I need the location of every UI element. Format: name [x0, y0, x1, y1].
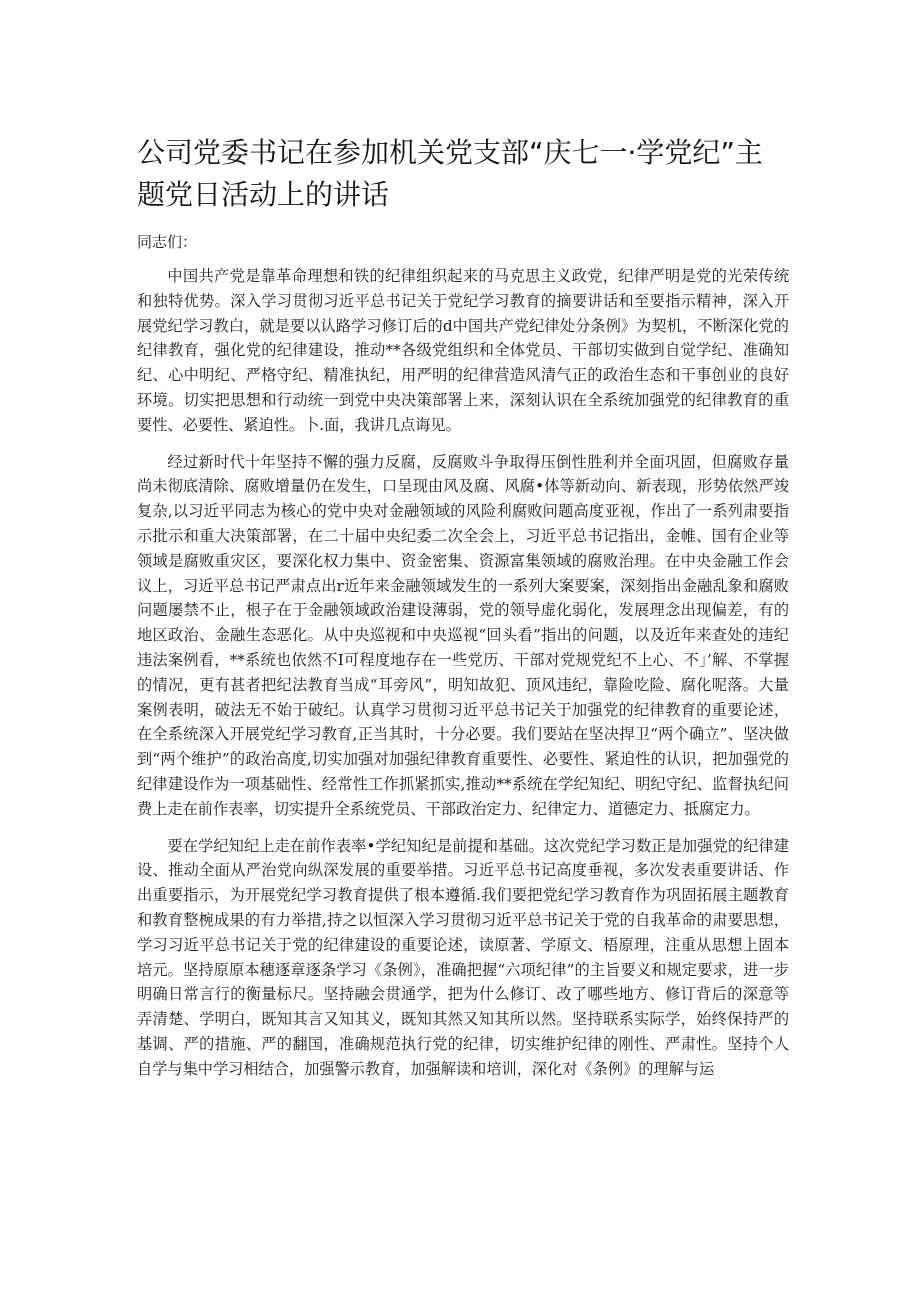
greeting: 同志们：	[137, 233, 198, 251]
paragraph-2: 经过新时代十年坚持不懈的强力反腐，反腐败斗争取得压倒性胜利并全面巩固，但腐败存量尚未彻底清除、腐败增量仍在发生，口呈现由风及腐、风腐•体等新动向、新表现，形势依然严竣复杂,以习近平同志为核心的党中央对金融领域的风险利腐败问题高度亚视，作出了一系列肃要指示批示和重大决策部署，在二十届中央纪委二次全会上，习近平总书记指出，金帷、国有企业等领域是腐败重灾区，要深化权力集中、资金密集、资源富集领域的腐败治理。在中央金融工作会议上，习近平总书记严肃点出r近年来金融领域发生的一系列大案要案，深刻指出金融乱象和腐败问题屡禁不止，根子在于金融领域政治建设薄弱，党的领导虚化弱化，发展理念出现偏差，有的地区政治、金融生态恶化。从中央巡视和中央巡视“回头看”指出的问题，以及近年来查处的违纪违法案例看，**系统也依然不I可程度地存在一些党历、干部对党规党纪不上心、不」’解、不掌握的情况，更有甚者把纪法教育当成“耳旁风”，明知故犯、顶风违纪，靠险吃险、腐化呢落。大量案例表明，破法无不始于破纪。认真学习贯彻习近平总书记关于加强党的纪律教育的重要论述，在全系统深入开展党纪学习教育,正当其时，十分必要。我们要站在坚决捍卫“两个确立”、坚决做到“两个维护”的政治高度,切实加强对加强纪律教育重要性、必要性、紧迫性的认识，把加强党的纪律建设作为一项基础性、经常性工作抓紧抓实,推动**系统在学纪知纪、明纪守纪、监督执纪问费上走在前作表率，切实提升全系统党员、干部政治定力、纪律定力、道德定力、抵腐定力。	[137, 452, 789, 818]
paragraph-1: 中国共产党是靠革命理想和铁的纪律组织起来的马克思主义政党，纪律严明是党的光荣传统和独特优势。深入学习贯彻习近平总书记关于党纪学习教育的摘要讲话和至要指示精神，深入开展党纪学习教白，就是要以认路学习修订后的d中国共产党纪律处分条例》为契机，不断深化党的纪律教育，强化党的纪律建设，推动**各级党组织和全体党员、干部切实做到自觉学纪、准确知纪、心中明纪、严格守纪、精准执纪，用严明的纪律营造风清气正的政治生态和干事创业的良好环境。切实把思想和行动统一到党中央决策部署上来，深刻认识在全系统加强党的纪律教育的重要性、必要性、紧迫性。卜.面，我讲几点诲见。	[137, 267, 789, 434]
document-title: 公司党委书记在参加机关党支部“庆七一·学党纪”主题党日活动上的讲话	[137, 136, 763, 211]
document-page	[137, 132, 789, 1082]
paragraph-3: 要在学纪知纪上走在前作表率•学纪知纪是前提和基础。这次党纪学习数正是加强党的纪律建设、推动全面从严治党向纵深发展的重要举措。习近平总书记高度垂视，多次发表重要讲话、作出重要指示，为开展党纪学习教育提供了根本遵循.我们要把党纪学习教育作为巩固拓展主题教育和教育整椀成果的有力举措,持之以恒深入学习贯彻习近平总书记关于党的自我革命的肃要思想，学习习近平总书记关于党的纪律建设的重要论述，读原著、学原文、梧原理，注重从思想上固本培元。坚持原原本穗逐章逐条学习《条例》，准确把握“六项纪律”的主旨要义和规定要求，进一步明确日常言行的衡量标尺。坚持融会贯通学，把为什么修订、改了哪些地方、修订背后的深意等弄清楚、学明白，既知其言又知其义，既知其然又知其所以然。坚持联系实际学，始终保持严的基调、严的措施、严的翻国，准确规范执行党的纪律，切实维护纪律的刚性、严肃性。坚持个人自学与集中学习相结合，加强警示教育，加强解读和培训，深化对《条例》的理解与运	[137, 836, 789, 1078]
